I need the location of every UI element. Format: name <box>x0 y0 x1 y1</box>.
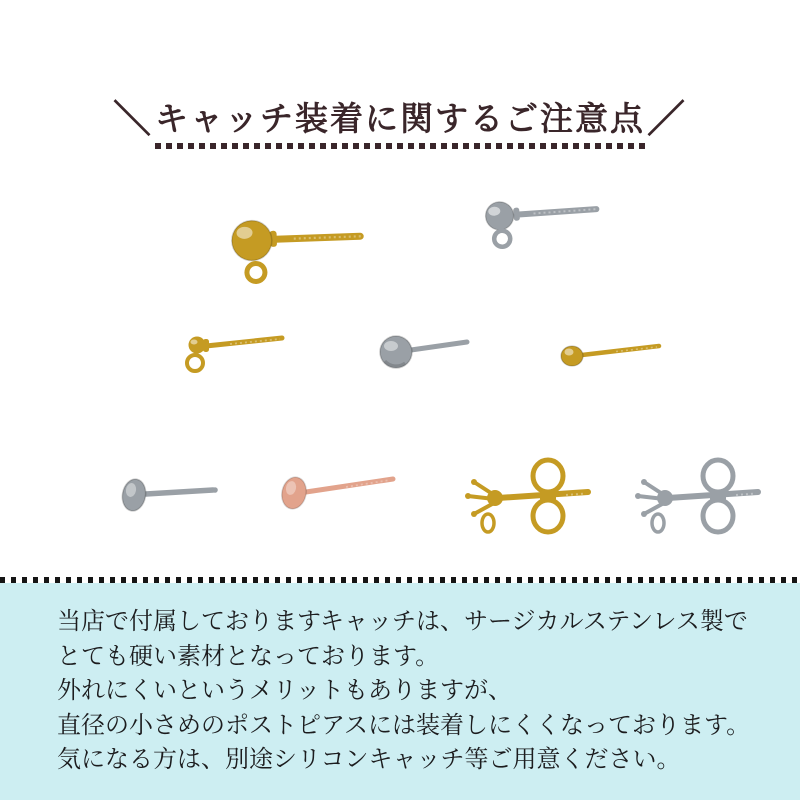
earring-silver-ball-stud-with-loop <box>478 182 604 258</box>
notice-line-3: 外れにくいというメリットもありますが、 <box>57 677 513 704</box>
earring-gold-cup-post <box>556 336 664 372</box>
notice-line-5: 気になる方は、別途シリコンキャッチ等ご用意ください。 <box>57 746 681 773</box>
notice-line-4: 直径の小さめのポストピアスには装着しにくくなっております。 <box>57 711 751 739</box>
silver-flat-pad-post-icon <box>116 468 222 520</box>
gold-prong-stud-icon <box>458 452 594 538</box>
earring-silver-cup-post <box>368 328 472 374</box>
earring-gold-prong-stud-with-butterfly-catch <box>458 452 594 538</box>
gold-small-ball-post-icon <box>180 326 288 376</box>
title-left-slash: ＼ <box>112 99 153 141</box>
gold-ball-stud-icon <box>224 196 369 295</box>
silver-prong-stud-icon <box>628 452 764 538</box>
rose-gold-flat-pad-post-icon <box>276 466 400 516</box>
silver-ball-stud-icon <box>478 182 604 258</box>
notice-box <box>0 583 800 800</box>
notice-line-1: 当店で付属しておりますキャッチは、サージカルステンレス製で <box>57 608 748 635</box>
earring-rose-gold-flat-pad-post <box>276 466 400 516</box>
title-text: キャッチ装着に関するご注意点 <box>155 93 645 149</box>
silver-cup-post-icon <box>368 328 472 374</box>
notice-line-2: とても硬い素材となっております。 <box>57 642 440 670</box>
earring-silver-prong-stud-with-butterfly-catch <box>628 452 764 538</box>
earring-silver-flat-pad-post <box>116 468 222 520</box>
title-right-slash: ／ <box>647 99 688 141</box>
earring-gold-small-ball-post-with-loop <box>180 326 288 376</box>
gold-cup-post-icon <box>556 336 664 372</box>
earring-gold-ball-stud-with-loop <box>224 196 369 295</box>
page-title <box>0 88 800 149</box>
